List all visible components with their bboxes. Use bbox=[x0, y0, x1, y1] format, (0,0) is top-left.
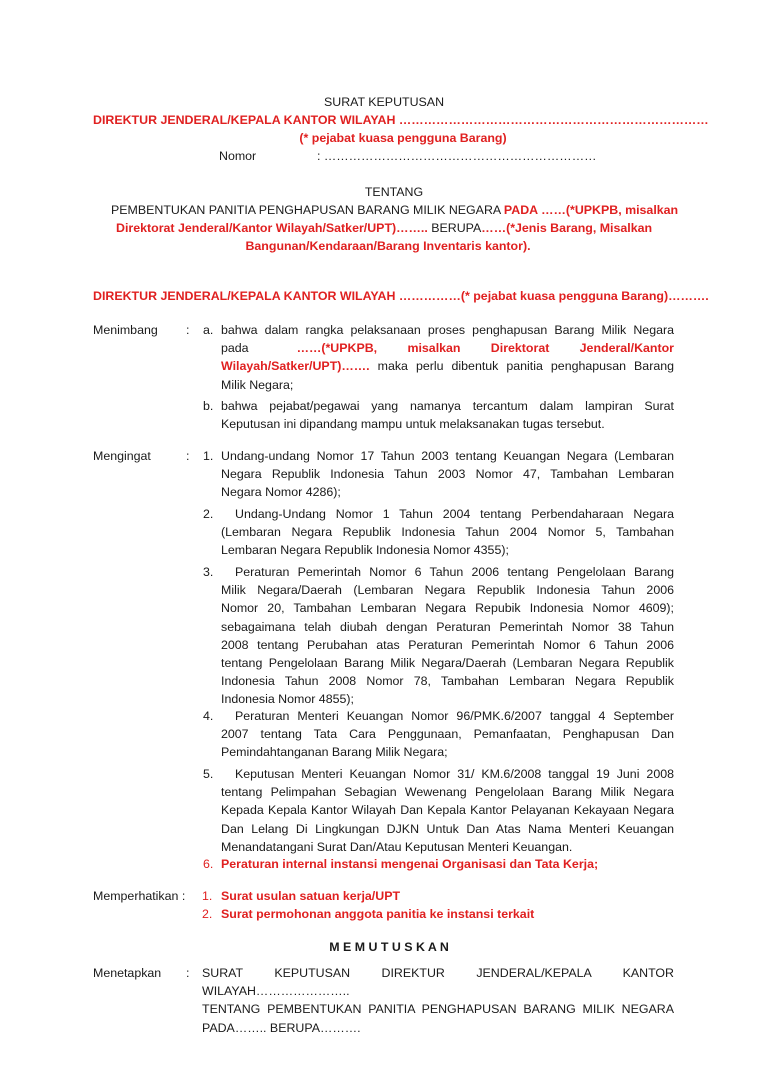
subject-line-2-text: BERUPA bbox=[431, 221, 482, 235]
mengingat-item-1-line-2: Negara Republik Indonesia Tahun 2003 Nomor 47, Tambahan Lembaran bbox=[221, 467, 674, 482]
mengingat-item-4-line-1: Peraturan Menteri Keuangan Nomor 96/PMK.6/2007 tanggal 4 September bbox=[235, 709, 674, 723]
mengingat-item-2-line-3: Lembaran Negara Republik Indonesia Nomor 4355); bbox=[221, 543, 509, 558]
menetapkan-line-3: PADA…….. BERUPA………. bbox=[202, 1020, 361, 1035]
mengingat-item-2-mark: 2. bbox=[203, 507, 214, 521]
mengingat-item-3-line-5: 2008 tentang Perubahan atas Peraturan Pemerintah Nomor 6 Tahun 2006 bbox=[221, 637, 674, 652]
menetapkan-line-1: SURAT KEPUTUSAN DIREKTUR JENDERAL/KEPALA KANTOR WILAYAH………………….. bbox=[202, 966, 674, 999]
subject-line-2-placeholder: Direktorat Jenderal/Kantor Wilayah/Satker/UPT)…….. bbox=[116, 221, 432, 235]
menimbang-a-line-3 bbox=[221, 357, 674, 375]
mengingat-item-5-text bbox=[221, 765, 674, 856]
mengingat-item-5-line-1: Keputusan Menteri Keuangan Nomor 31/ KM.6/2008 tanggal 19 Juni 2008 bbox=[235, 767, 674, 781]
mengingat-colon: : bbox=[186, 449, 190, 463]
menimbang-a-line-4: Milik Negara; bbox=[221, 377, 294, 392]
menimbang-a-line-2-placeholder: ……(*UPKPB, misalkan Direktorat Jenderal/Kantor bbox=[296, 341, 674, 356]
nomor-label: Nomor bbox=[219, 149, 257, 163]
menetapkan-label: Menetapkan bbox=[93, 966, 162, 980]
memperhatikan-2-text: Surat permohonan anggota panitia ke instansi terkait bbox=[221, 907, 535, 921]
menetapkan-colon: : bbox=[186, 966, 190, 980]
document-title: SURAT KEPUTUSAN bbox=[323, 95, 445, 109]
mengingat-item-6-mark: 6. bbox=[203, 857, 214, 871]
menimbang-a-line-3-text: maka perlu dibentuk panitia penghapusan Barang bbox=[369, 359, 674, 374]
menimbang-colon: : bbox=[186, 323, 190, 337]
menimbang-b-line-2: Keputusan ini dipandang mampu untuk melaksanakan tugas tersebut. bbox=[221, 417, 605, 432]
memperhatikan-2-mark: 2. bbox=[202, 907, 213, 921]
mengingat-label: Mengingat bbox=[93, 449, 151, 463]
official-title: DIREKTUR JENDERAL/KEPALA KANTOR WILAYAH ………………………………………………………………… bbox=[93, 113, 709, 127]
official-note: (* pejabat kuasa pengguna Barang) bbox=[299, 131, 507, 145]
subject-line-2-placeholder-2: ……(*Jenis Barang, Misalkan bbox=[481, 221, 653, 235]
mengingat-item-1-text bbox=[221, 447, 674, 502]
menimbang-b-mark: b. bbox=[203, 399, 214, 413]
mengingat-item-2-text bbox=[221, 505, 674, 560]
menimbang-a-line-1: bahwa dalam rangka pelaksanaan proses penghapusan Barang Milik Negara bbox=[221, 323, 674, 337]
mengingat-item-3-mark: 3. bbox=[203, 565, 214, 579]
menimbang-b bbox=[0, 397, 768, 437]
memperhatikan-section bbox=[0, 887, 768, 927]
mengingat-item-4-mark: 4. bbox=[203, 709, 214, 723]
tentang-heading: TENTANG bbox=[364, 185, 424, 199]
memutuskan-heading: M E M U T U S K A N bbox=[329, 940, 449, 954]
mengingat-item-5-line-5: Menandatangani Surat Dan/Atau Keputusan Menteri Keuangan. bbox=[221, 839, 573, 854]
menetapkan-line-2: TENTANG PEMBENTUKAN PANITIA PENGHAPUSAN BARANG MILIK NEGARA bbox=[202, 1002, 674, 1017]
mengingat-item-3-line-1: Peraturan Pemerintah Nomor 6 Tahun 2006 tentang Pengelolaan Barang bbox=[235, 565, 674, 579]
mengingat-item-1-mark: 1. bbox=[203, 449, 214, 463]
menimbang-label: Menimbang bbox=[93, 323, 158, 337]
nomor-value: : ………………………………………………………… bbox=[317, 149, 597, 163]
mengingat-item-1-line-1: Undang-undang Nomor 17 Tahun 2003 tentang Keuangan Negara (Lembaran bbox=[221, 449, 674, 463]
subject-line-1-text: PEMBENTUKAN PANITIA PENGHAPUSAN BARANG MILIK NEGARA bbox=[111, 203, 504, 217]
mengingat-item-6-line-1: Peraturan internal instansi mengenai Organisasi dan Tata Kerja; bbox=[221, 857, 599, 871]
mengingat-item-3-line-6: tentang Pengelolaan Barang Milik Negara/Daerah (Lembaran Negara Republik bbox=[221, 656, 674, 671]
mengingat-item-3-line-4: sebagaimana telah diubah dengan Peraturan Pemerintah Nomor 38 Tahun bbox=[221, 619, 674, 634]
mengingat-item-6-text bbox=[221, 855, 674, 873]
memperhatikan-1-mark: 1. bbox=[202, 889, 213, 903]
menimbang-a-text bbox=[221, 321, 674, 394]
mengingat-item-3-line-7: Indonesia Tahun 2008 Nomor 78, Tambahan Lembaran Negara Republik bbox=[221, 674, 674, 689]
mengingat-item-3-line-3: Nomor 20, Tambahan Lembaran Negara Repubik Indonesia Nomor 4609); bbox=[221, 601, 674, 616]
mengingat-item-3-text bbox=[221, 563, 674, 709]
subject-line-1 bbox=[111, 201, 678, 219]
mengingat-item-5-line-2: tentang Pelimpahan Sebagian Wewenang Pengelolaan Barang Milik Negara bbox=[221, 785, 674, 800]
menetapkan-text bbox=[202, 964, 674, 1037]
mengingat-item-3-line-8: Indonesia Nomor 4855); bbox=[221, 692, 354, 707]
mengingat-item-5-line-4: Dan Lelang Di Lingkungan DJKN Untuk Dan Atas Nama Menteri Keuangan bbox=[221, 821, 674, 836]
mengingat-item-4-line-3: Pemindahtanganan Barang Milik Negara; bbox=[221, 745, 448, 760]
menimbang-a-line-2 bbox=[221, 339, 674, 357]
subject-line-2 bbox=[116, 219, 652, 237]
subject-line-1-placeholder: PADA ……(*UPKPB, misalkan bbox=[503, 203, 679, 217]
mengingat-item-4-line-2: 2007 tentang Tata Cara Penggunaan, Pemanfaatan, Penghapusan Dan bbox=[221, 727, 674, 742]
mengingat-item-1-line-3: Negara Nomor 4286); bbox=[221, 485, 341, 500]
mengingat-item-3-line-2: Milik Negara/Daerah (Lembaran Negara Republik Indonesia Tahun 2006 bbox=[221, 583, 674, 598]
mengingat-item-5-mark: 5. bbox=[203, 767, 214, 781]
mengingat-item-2-line-1: Undang-Undang Nomor 1 Tahun 2004 tentang Perbendaharaan Negara bbox=[235, 507, 674, 521]
menetapkan-section bbox=[0, 964, 768, 1035]
menimbang-a-mark: a. bbox=[203, 323, 214, 337]
menimbang-a-line-3-placeholder: Wilayah/Satker/UPT)……. bbox=[221, 359, 370, 374]
menimbang-b-line-1: bahwa pejabat/pegawai yang namanya tercantum dalam lampiran Surat bbox=[221, 399, 674, 413]
mengingat-item-4-text bbox=[221, 707, 674, 762]
memperhatikan-1-text: Surat usulan satuan kerja/UPT bbox=[221, 889, 401, 903]
subject-line-3: Bangunan/Kendaraan/Barang Inventaris kantor). bbox=[245, 239, 531, 253]
memperhatikan-label: Memperhatikan : bbox=[93, 889, 186, 903]
menimbang-section bbox=[0, 321, 768, 401]
menimbang-a-line-2-text: pada bbox=[221, 341, 249, 356]
mengingat-item-2-line-2: (Lembaran Negara Republik Indonesia Tahun 2004 Nomor 5, Tambahan bbox=[221, 525, 674, 540]
issuer-line: DIREKTUR JENDERAL/KEPALA KANTOR WILAYAH ……………(* pejabat kuasa pengguna Barang)………. bbox=[93, 289, 709, 303]
mengingat-item-5-line-3: Kepada Kepala Kantor Wilayah Dan Kepala Kantor Pelayanan Kekayaan Negara bbox=[221, 803, 674, 818]
menimbang-b-text bbox=[221, 397, 674, 433]
